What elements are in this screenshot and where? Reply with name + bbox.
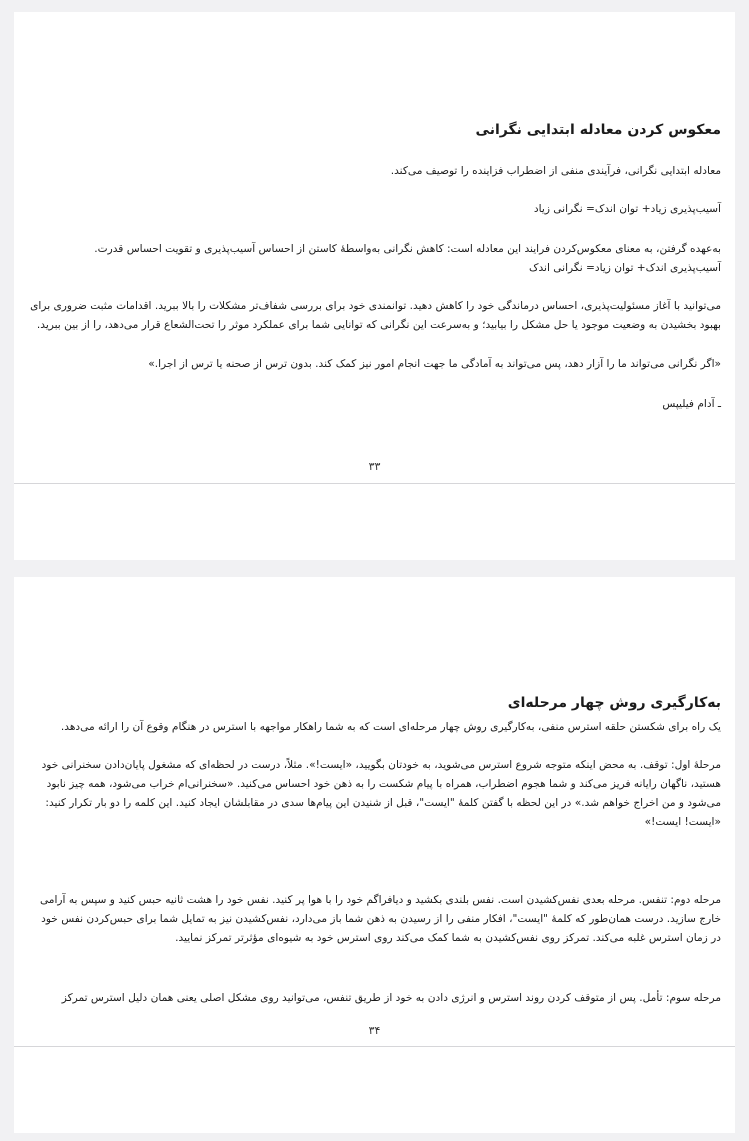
paragraph-step-1: مرحلهٔ اول: توقف. به محض اینکه متوجه شروع استرس می‌شوید، به خودتان بگویید، «ایست!». مثلاً، درست در لحظه‌ای که مشغول پایان‌دادن سخنرانی خود هستید، ناگهان رایانه فریز می‌کند و شما هجوم اضطراب، همراه با پیام شکست را به ذهن خود احساس می‌کنید. «سخنرانی‌ام خراب می‌شود، همه چیز نابود می‌شود و من اخراج خواهم شد.» در این لحظه با گفتن کلمهٔ "ایست"، قبل از شنیدن این پیام‌ها سدی در مقابلشان ایجاد کنید. این کلمه را دو بار تکرار کنید: «ایست! ایست!» — [41, 759, 721, 828]
quote-author: ـ آدام فیلیپس — [662, 398, 721, 410]
paragraph-step-2: مرحله دوم: تنفس. مرحله بعدی نفس‌کشیدن است. نفس بلندی بکشید و دیافراگم خود را با هوا پر کنید. نفس خود را هشت ثانیه حبس کنید و سپس به آرامی خارج سازید. درست همان‌طور که کلمهٔ "ایست"، افکار منفی را از رسیدن به ذهن شما باز می‌دارد، نفس‌کشیدن نیز به تمایل شما برای حبس‌کردن نفس خود در زمان استرس غلبه می‌کند. تمرکز روی نفس‌کشیدن به شما کمک می‌کند روی استرس خود به شیوه‌ای مؤثرتر تمرکز نمایید. — [39, 894, 721, 944]
page-title: معکوس کردن معادله ابتدایی نگرانی — [475, 122, 721, 138]
equation-low-worry: آسیب‌پذیری اندک+ توان زیاد= نگرانی اندک — [529, 262, 721, 274]
page-number: ۳۴ — [368, 1024, 381, 1037]
paragraph-equation-intro: معادله ابتدایی نگرانی، فرآیندی منفی از اضطراب فزاینده را توصیف می‌کند. — [390, 165, 721, 177]
page-divider — [14, 1046, 735, 1047]
paragraph-intro: یک راه برای شکستن حلقه استرس منفی، به‌کارگیری روش چهار مرحله‌ای است که به شما راهکار مواجهه با استرس در هنگام وقوع آن را ارائه می‌دهد. — [60, 721, 721, 733]
paragraph-responsibility: می‌توانید با آغاز مسئولیت‌پذیری، احساس درماندگی خود را کاهش دهید. توانمندی خود برای بررسی شفاف‌تر مشکلات را بالا ببرید. اقدامات مثبت ضروری برای بهبود بخشیدن به وضعیت موجود یا حل مشکل را بیابید؛ و به‌سرعت این نگرانی که توانایی شما برای عملکرد موثر را تحت‌الشعاع قرار می‌دهد، را از بین ببرید. — [30, 300, 721, 331]
quote-text: «اگر نگرانی می‌تواند ما را آزار دهد، پس می‌تواند به آمادگی ما جهت انجام امور نیز کمک کند. بدون ترس از صحنه یا ترس از اجرا.» — [148, 358, 721, 370]
equation-high-worry: آسیب‌پذیری زیاد+ توان اندک= نگرانی زیاد — [533, 203, 721, 215]
page-title: به‌کارگیری روش چهار مرحله‌ای — [507, 695, 721, 711]
page-33 — [14, 12, 735, 560]
page-34 — [14, 577, 735, 1133]
paragraph-step-3: مرحله سوم: تأمل. پس از متوقف کردن روند استرس و انرژی دادن به خود از طریق تنفس، می‌توانید روی مشکل اصلی یعنی همان دلیل استرس تمرکز — [61, 992, 721, 1004]
paragraph-reverse-equation: به‌عهده گرفتن، به معنای معکوس‌کردن فرایند این معادله است: کاهش نگرانی به‌واسطهٔ کاستن از احساس آسیب‌پذیری و تقویت احساس قدرت. — [94, 243, 721, 255]
page-divider — [14, 483, 735, 484]
page-number: ۳۳ — [368, 460, 381, 473]
